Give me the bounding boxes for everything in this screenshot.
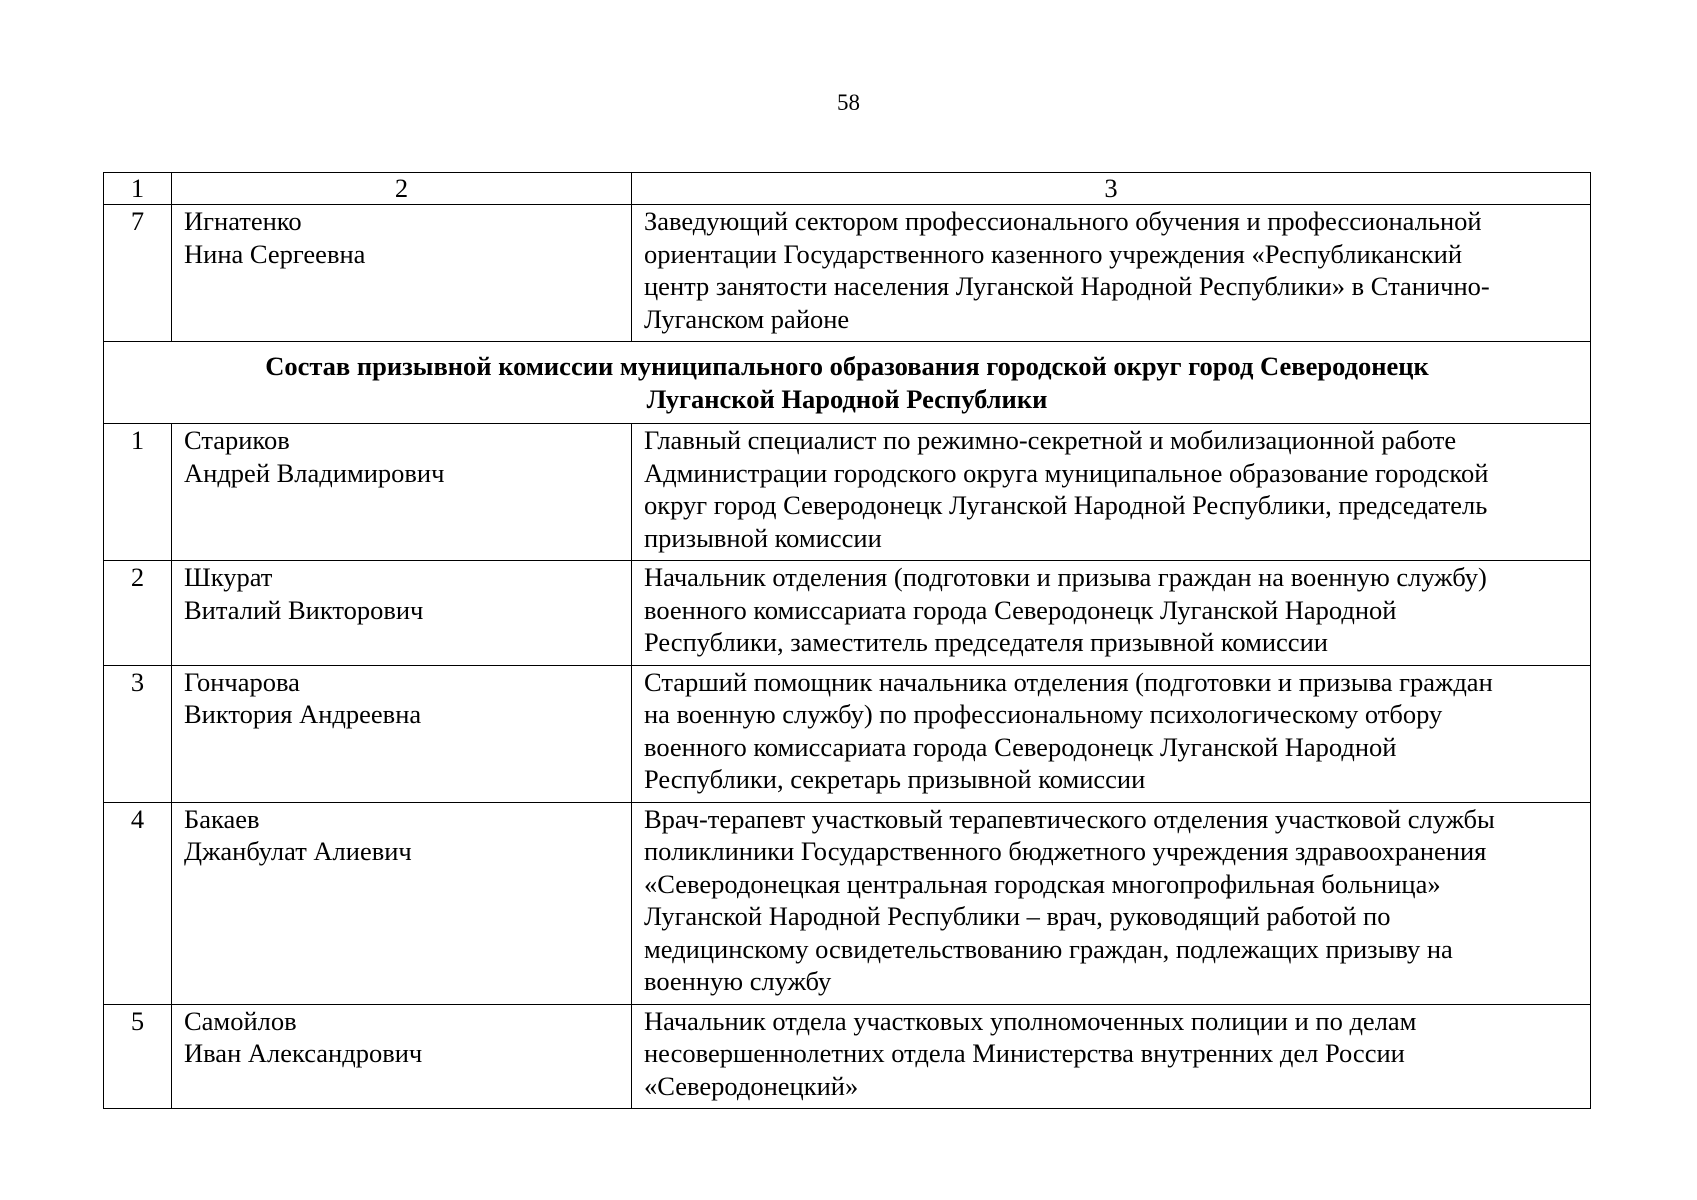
position-line: Заведующий сектором профессионального обучения и профессиональной: [644, 206, 1482, 236]
row-number: 3: [104, 665, 172, 802]
page-number: 58: [837, 90, 860, 115]
given-names: Андрей Владимирович: [184, 457, 445, 488]
given-names: Виталий Викторович: [184, 594, 424, 625]
position-line: на военную службу) по профессиональному психологическому отбору: [644, 699, 1443, 729]
row-number: 2: [104, 561, 172, 666]
table-row: [104, 1004, 1591, 1109]
commission-table: [103, 172, 1591, 1109]
position-line: призывной комиссии: [644, 522, 882, 553]
member-name: [172, 1004, 632, 1109]
surname: Игнатенко: [184, 206, 302, 236]
section-heading-row: [104, 342, 1591, 424]
position-line: военного комиссариата города Северодонецк Луганской Народной: [644, 594, 1397, 625]
position-line: Администрации городского округа муниципальное образование городской: [644, 457, 1489, 488]
member-name: [172, 205, 632, 342]
position-line: центр занятости населения Луганской Народной Республики» в Станично-: [644, 271, 1490, 301]
member-position: [632, 561, 1591, 666]
surname: Стариков: [184, 425, 290, 455]
surname: Бакаев: [184, 803, 260, 834]
member-position: [632, 665, 1591, 802]
member-position: [632, 424, 1591, 561]
position-line: ориентации Государственного казенного учреждения «Республиканский: [644, 238, 1463, 269]
table-header-row: [104, 173, 1591, 205]
given-names: Джанбулат Алиевич: [184, 836, 412, 866]
table-row: [104, 802, 1591, 1004]
position-line: «Северодонецкий»: [644, 1070, 859, 1101]
surname: Самойлов: [184, 1005, 297, 1036]
position-line: округ город Северодонецк Луганской Народной Республики, председатель: [644, 490, 1488, 520]
position-line: Начальник отдела участковых уполномоченных полиции и по делам: [644, 1005, 1417, 1036]
position-line: Начальник отделения (подготовки и призыва граждан на военную службу): [644, 562, 1487, 592]
row-number: 1: [104, 424, 172, 561]
position-line: Луганской Народной Республики – врач, руководящий работой по: [644, 901, 1391, 931]
position-line: Главный специалист по режимно-секретной и мобилизационной работе: [644, 425, 1457, 455]
given-names: Виктория Андреевна: [184, 699, 422, 729]
table-row: [104, 561, 1591, 666]
table-row: [104, 205, 1591, 342]
position-line: военную службу: [644, 966, 832, 996]
position-line: военного комиссариата города Северодонецк Луганской Народной: [644, 731, 1397, 762]
row-number: 4: [104, 802, 172, 1004]
member-name: [172, 561, 632, 666]
surname: Шкурат: [184, 562, 273, 592]
table-row: [104, 424, 1591, 561]
column-header-number: 1: [104, 173, 172, 205]
column-header-name: 2: [172, 173, 632, 205]
position-line: «Северодонецкая центральная городская многопрофильная больница»: [644, 868, 1441, 899]
member-name: [172, 802, 632, 1004]
position-line: Республики, секретарь призывной комиссии: [644, 764, 1146, 794]
position-line: поликлиники Государственного бюджетного учреждения здравоохранения: [644, 836, 1487, 866]
position-line: Врач-терапевт участковый терапевтического отделения участковой службы: [644, 803, 1495, 834]
member-position: [632, 802, 1591, 1004]
member-name: [172, 424, 632, 561]
given-names: Иван Александрович: [184, 1038, 423, 1068]
position-line: медицинскому освидетельствованию граждан, подлежащих призыву на: [644, 933, 1453, 964]
column-header-position: 3: [632, 173, 1591, 205]
member-position: [632, 1004, 1591, 1109]
surname: Гончарова: [184, 666, 300, 697]
table-row: [104, 665, 1591, 802]
section-heading-line: Состав призывной комиссии муниципального образования городской округ город Северодонецк: [265, 351, 1429, 381]
section-heading: [104, 342, 1591, 424]
position-line: несовершеннолетних отдела Министерства внутренних дел России: [644, 1038, 1405, 1068]
position-line: Луганском районе: [644, 303, 850, 334]
position-line: Республики, заместитель председателя призывной комиссии: [644, 627, 1328, 657]
member-position: [632, 205, 1591, 342]
row-number: 5: [104, 1004, 172, 1109]
member-name: [172, 665, 632, 802]
section-heading-line: Луганской Народной Республики: [646, 383, 1048, 414]
given-names: Нина Сергеевна: [184, 238, 366, 269]
position-line: Старший помощник начальника отделения (подготовки и призыва граждан: [644, 666, 1493, 697]
row-number: 7: [104, 205, 172, 342]
